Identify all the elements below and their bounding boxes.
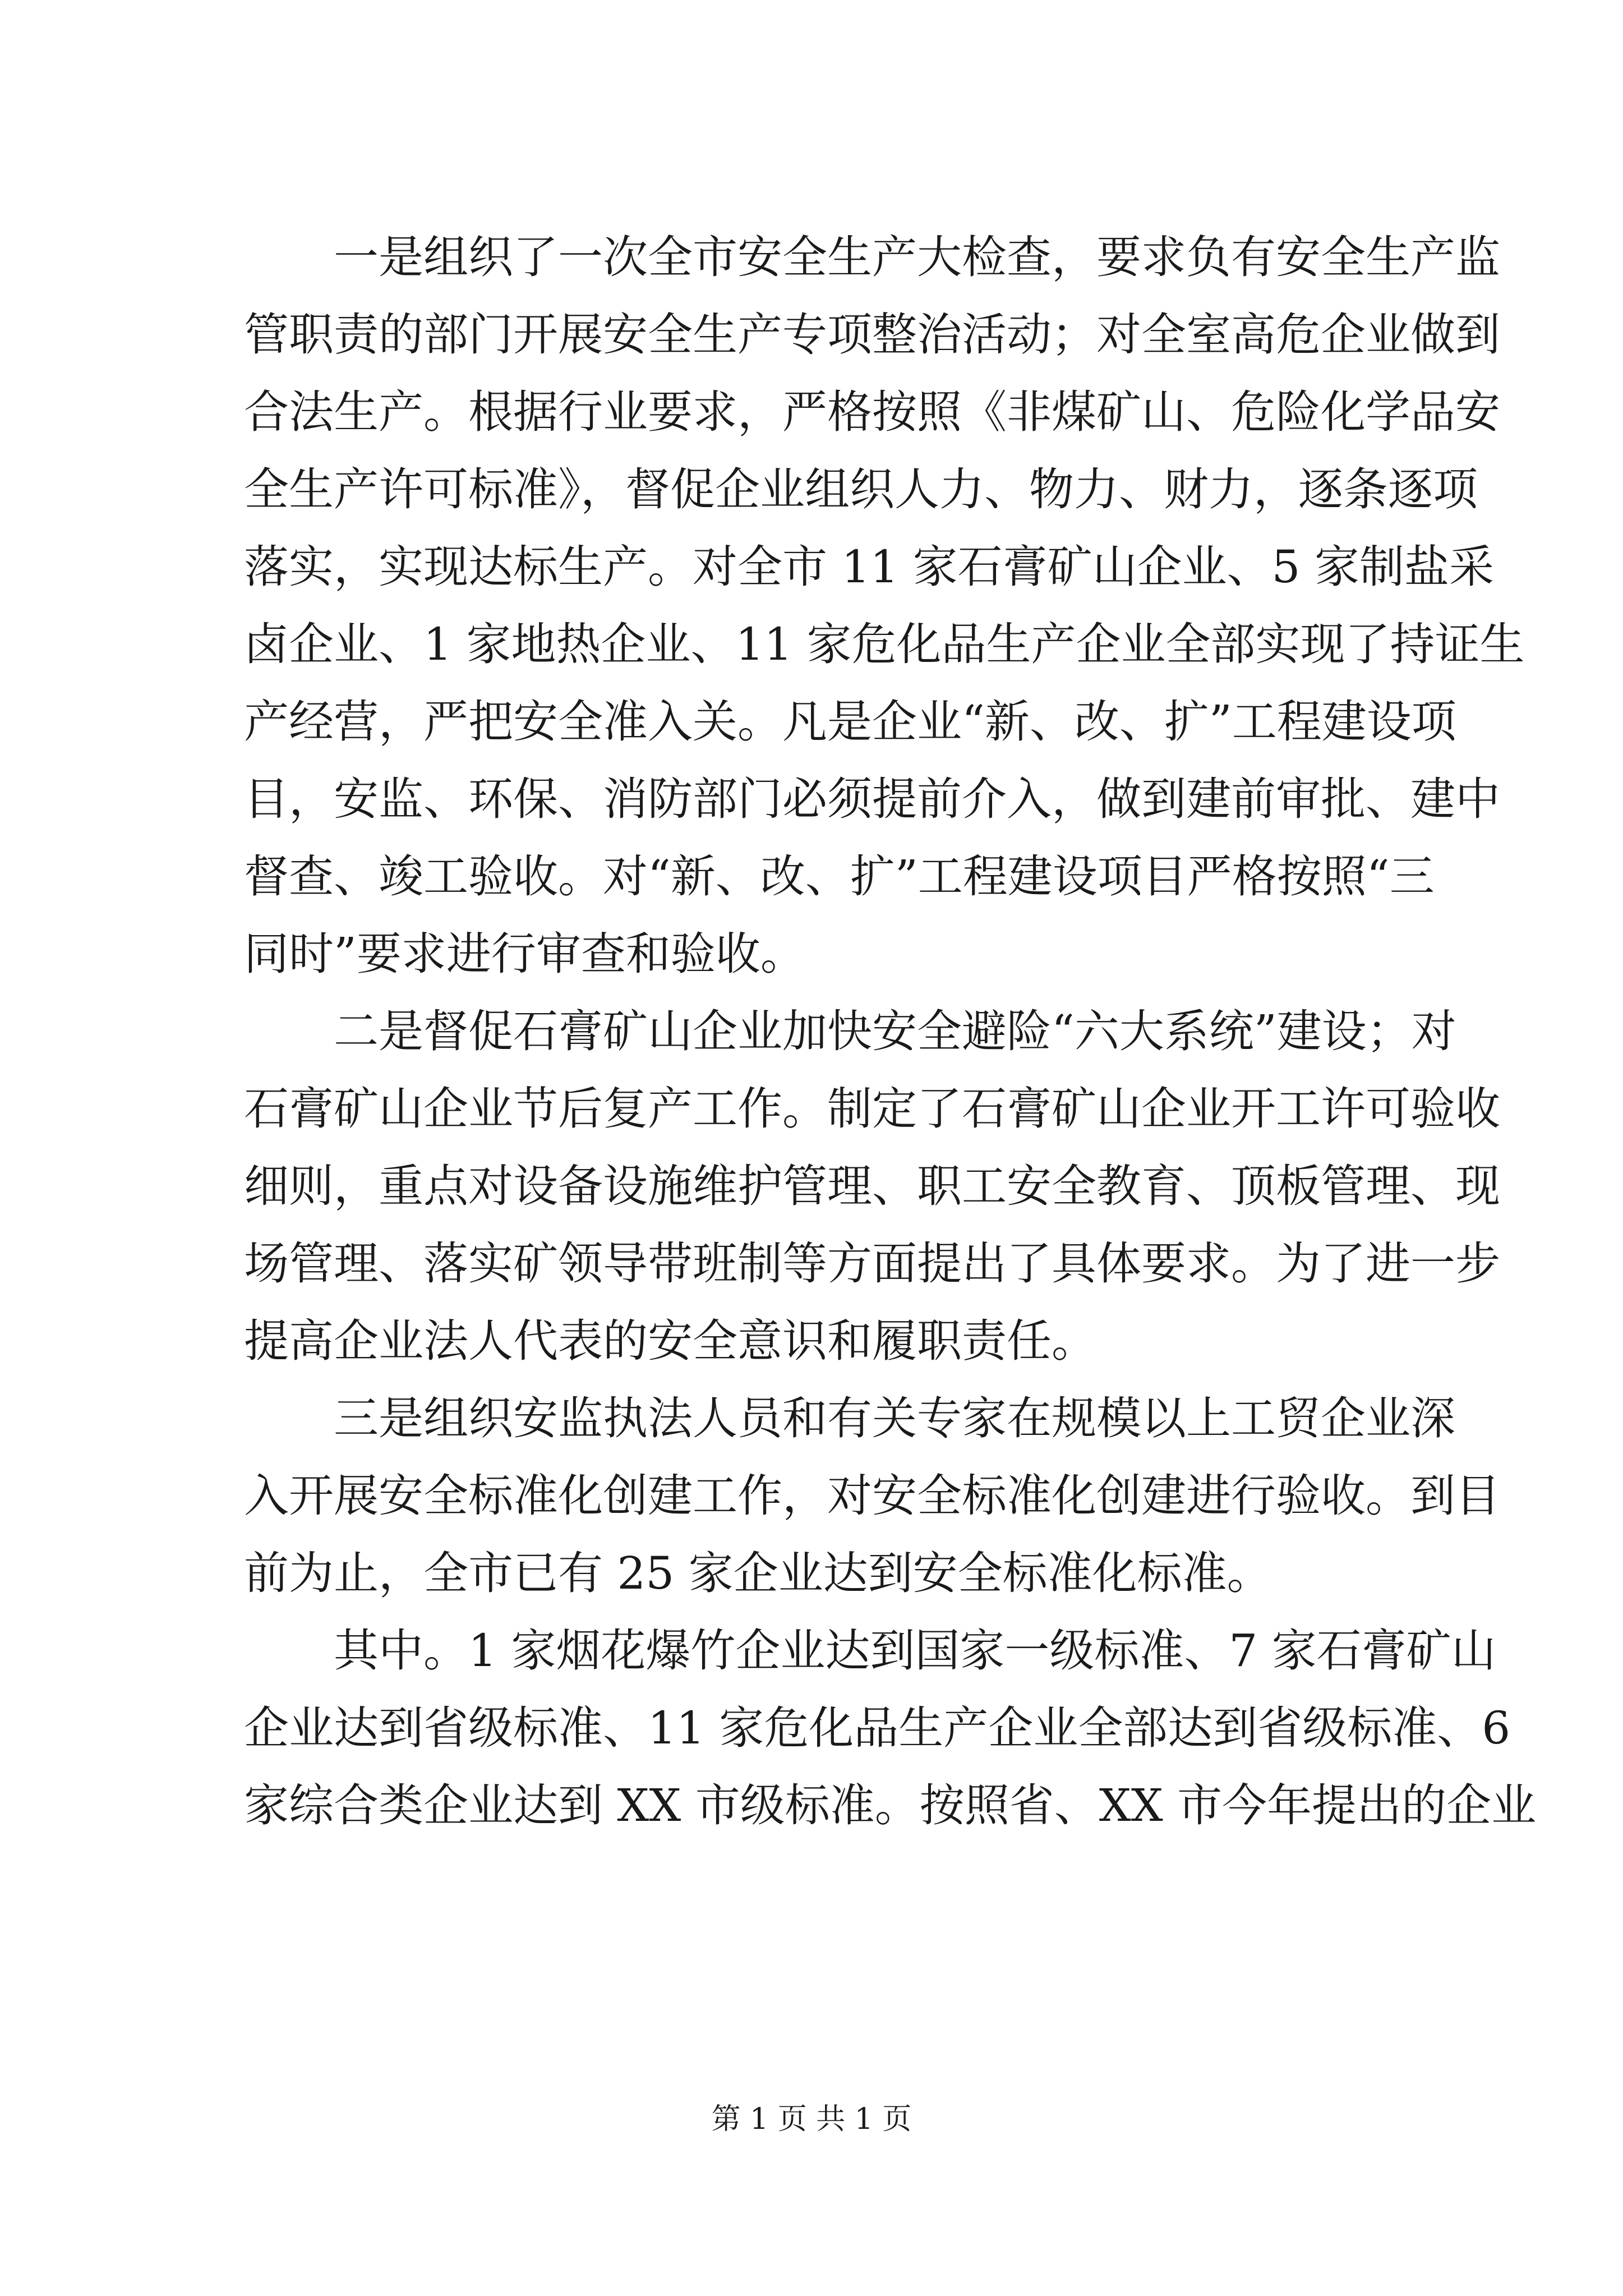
text-line: 家综合类企业达到 XX 市级标准。按照省、XX 市今年提出的企业 [244,1779,1537,1832]
paragraph-3 [244,1380,1500,1612]
text-line: 场管理、落实矿领导带班制等方面提出了具体要求。为了进一步 [244,1237,1500,1290]
paragraph-1 [244,219,1525,993]
document-body [244,219,1537,1844]
text-line: 全生产许可标准》，督促企业组织人力、物力、财力，逐条逐项 [244,463,1478,516]
text-line: 督查、竣工验收。对“新、改、扩”工程建设项目严格按照“三 [244,850,1435,903]
text-line: 一是组织了一次全市安全生产大检查，要求负有安全生产监 [334,231,1500,283]
text-line: 落实，实现达标生产。对全市 11 家石膏矿山企业、5 家制盐采 [244,541,1494,593]
text-line: 其中。1 家烟花爆竹企业达到国家一级标准、7 家石膏矿山 [334,1625,1496,1677]
paragraph-2 [244,993,1500,1380]
text-line: 卤企业、1 家地热企业、11 家危化品生产企业全部实现了持证生 [244,618,1525,670]
text-line: 提高企业法人代表的安全意识和履职责任。 [244,1315,1096,1367]
text-line: 二是督促石膏矿山企业加快安全避险“六大系统”建设；对 [334,1005,1456,1057]
page-footer: 第 1 页 共 1 页 [711,2102,912,2136]
text-line: 合法生产。根据行业要求，严格按照《非煤矿山、危险化学品安 [244,386,1500,438]
text-line: 同时”要求进行审查和验收。 [244,928,805,980]
text-line: 管职责的部门开展安全生产专项整治活动；对全室高危企业做到 [244,309,1500,361]
text-line: 石膏矿山企业节后复产工作。制定了石膏矿山企业开工许可验收 [244,1083,1500,1135]
text-line: 三是组织安监执法人员和有关专家在规模以上工贸企业深 [334,1392,1455,1444]
paragraph-4 [244,1612,1537,1844]
text-line: 产经营，严把安全准入关。凡是企业“新、改、扩”工程建设项 [244,696,1456,748]
text-line: 入开展安全标准化创建工作，对安全标准化创建进行验收。到目 [244,1470,1500,1522]
text-line: 企业达到省级标准、11 家危化品生产企业全部达到省级标准、6 [244,1702,1511,1754]
text-line: 细则，重点对设备设施维护管理、职工安全教育、顶板管理、现 [244,1160,1500,1212]
text-line: 前为止，全市已有 25 家企业达到安全标准化标准。 [244,1547,1272,1599]
text-line: 目，安监、环保、消防部门必须提前介入，做到建前审批、建中 [244,773,1500,825]
